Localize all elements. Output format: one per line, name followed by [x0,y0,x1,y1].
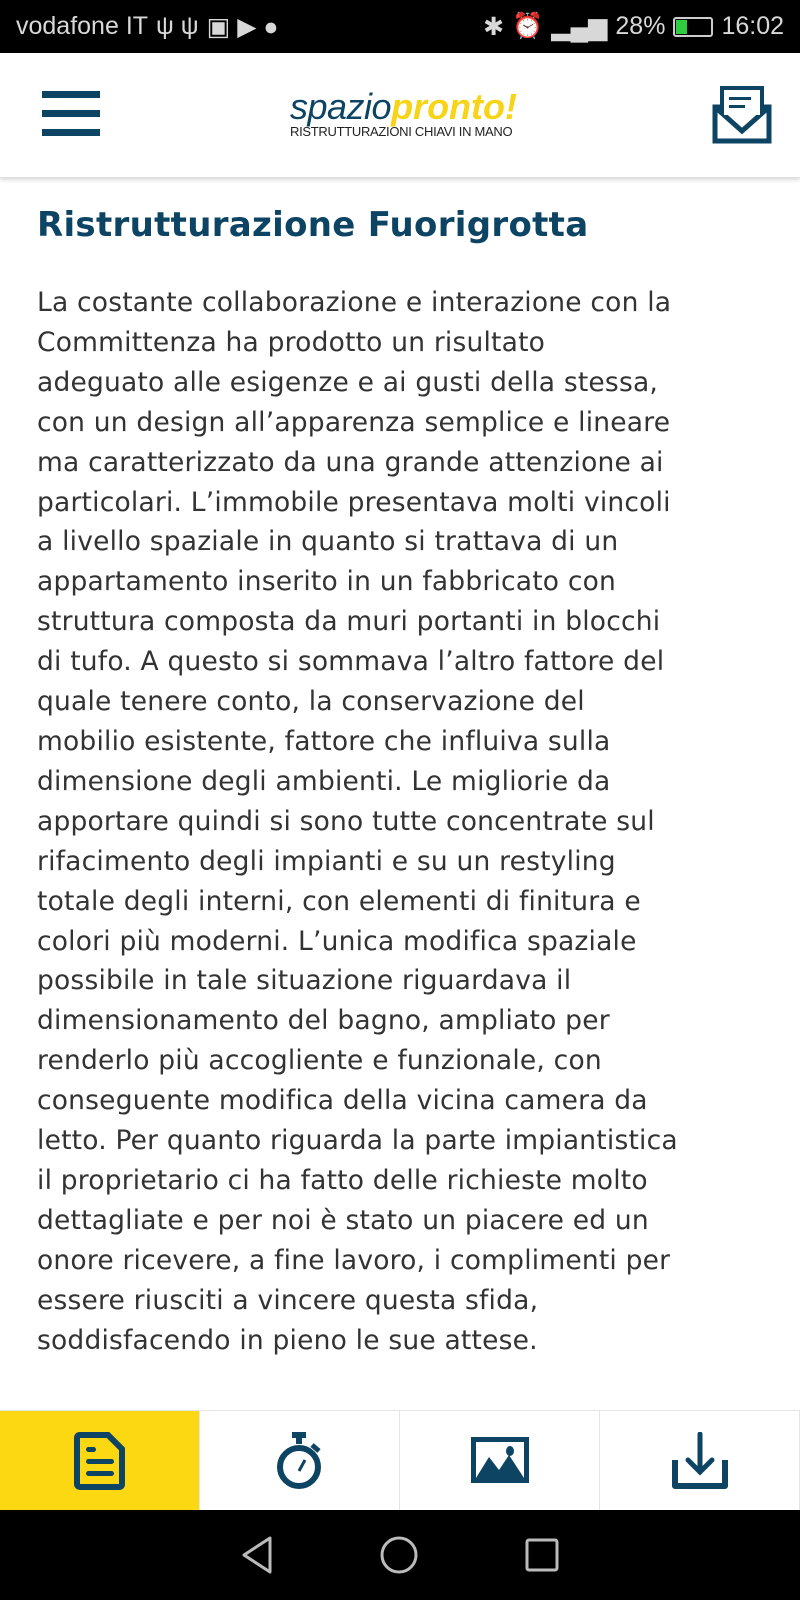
article-line: essere riusciti a vincere questa sfida, [37,1284,539,1316]
usb-icon: ψ ψ [156,12,199,40]
article-line: renderlo più accogliente e funzionale, con [37,1045,602,1077]
article-line: con un design all’apparenza semplice e lineare [37,406,671,438]
article-line: dimensionamento del bagno, ampliato per [37,1005,610,1037]
menu-icon[interactable] [42,91,100,137]
logo-text-accent: pronto! [391,86,518,127]
article-line: di tufo. A questo si sommava l’altro fattore del [37,646,665,678]
clock: 16:02 [721,12,784,40]
download-icon [671,1432,729,1490]
signal-icon: ▂▄▆ [551,12,608,41]
article-line: possibile in tale situazione riguardava il [37,965,572,997]
system-nav-bar [0,1510,800,1600]
logo-tagline: RISTRUTTURAZIONI CHIAVI IN MANO [290,124,513,139]
article-line: colori più moderni. L’unica modifica spaziale [37,925,637,957]
article-line: rifacimento degli impianti e su un restyling [37,845,616,877]
logo[interactable] [290,86,517,139]
carrier-name: vodafone IT [16,12,149,40]
article-line: onore ricevere, a fine lavoro, i complimenti per [37,1244,671,1276]
article-line: Committenza ha prodotto un risultato [37,326,546,358]
article-line: conseguente modifica della vicina camera da [37,1085,648,1117]
article-line: mobilio esistente, fattore che influiva sulla [37,725,611,757]
article-line: ma caratterizzato da una grande attenzione ai [37,446,664,478]
app-header [0,53,800,178]
article-line: La costante collaborazione e interazione con la [37,287,672,318]
stopwatch-icon [274,1431,326,1491]
article-line: quale tenere conto, la conservazione del [37,686,585,718]
logo-text: spazio [290,86,392,127]
recents-icon[interactable] [524,1537,560,1573]
article-line: letto. Per quanto riguarda la parte impiantistica [37,1125,678,1157]
tab-download[interactable] [600,1411,800,1510]
article-line: dimensione degli ambienti. Le migliorie da [37,765,611,797]
mail-icon[interactable] [712,85,772,145]
document-icon [74,1432,126,1490]
back-icon[interactable] [240,1535,274,1575]
article-line: soddisfacendo in pieno le sue attese. [37,1324,538,1356]
article-line: apportare quindi si sono tutte concentrate sul [37,805,655,837]
battery-icon [673,17,713,37]
battery-percent: 28% [615,12,666,40]
status-bar [0,0,800,53]
notification-icons: ▣ ▶ ● [206,12,279,41]
tab-timing[interactable] [200,1411,400,1510]
article-line: appartamento inserito in un fabbricato con [37,566,617,598]
home-icon[interactable] [379,1535,419,1575]
alarm-icon: ⏰ [512,12,544,40]
article-line: struttura composta da muri portanti in blocchi [37,606,661,638]
article-line: particolari. L’immobile presentava molti vincoli [37,486,671,518]
article-line: a livello spaziale in quanto si trattava di un [37,526,619,558]
bottom-tabs [0,1410,800,1510]
page-title: Ristrutturazione Fuorigrotta [37,205,589,245]
image-icon [471,1437,529,1485]
article-line: il proprietario ci ha fatto delle richieste molto [37,1164,648,1196]
tab-description[interactable] [0,1411,200,1510]
article-line: dettagliate e per noi è stato un piacere ed un [37,1204,649,1236]
bluetooth-icon: ✱ [483,12,505,41]
article-line: totale degli interni, con elementi di finitura e [37,885,641,917]
article-line: adeguato alle esigenze e ai gusti della stessa, [37,366,659,398]
tab-gallery[interactable] [400,1411,600,1510]
article-body [37,283,678,1360]
